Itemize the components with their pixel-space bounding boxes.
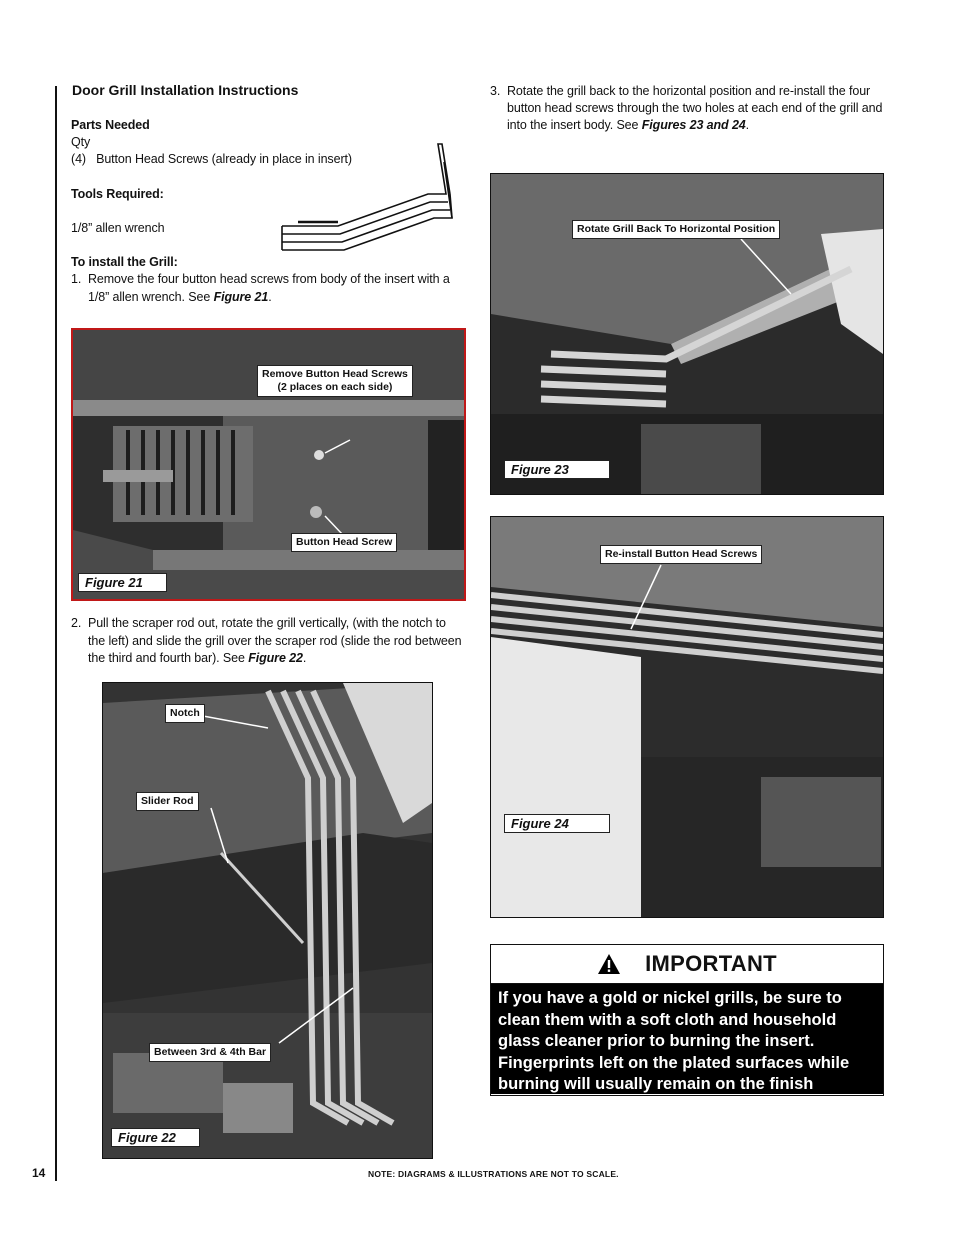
- step2-line1: 2. Pull the scraper rod out, rotate the grill vertically, (with the notch to: [71, 616, 446, 630]
- step1-text: 1/8” allen wrench. See: [88, 290, 214, 304]
- parts-line: (4) Button Head Screws (already in place in insert): [71, 152, 352, 166]
- figure24-photo: [490, 516, 884, 918]
- figure21-ref: Figure 21: [213, 290, 269, 304]
- grill-illustration: [278, 142, 468, 262]
- figure23-photo: [490, 173, 884, 495]
- figure24-label: Figure 24: [504, 814, 610, 833]
- step3-end: .: [745, 118, 750, 132]
- figure21-photo: [71, 328, 466, 601]
- page-number: 14: [32, 1166, 46, 1180]
- parts-heading: Parts Needed: [71, 118, 150, 132]
- step2-end: .: [302, 651, 307, 665]
- fig22-callout-slider: Slider Rod: [136, 792, 199, 811]
- install-heading: To install the Grill:: [71, 255, 178, 269]
- step1-line1: 1. Remove the four button head screws from body of the insert with a: [71, 272, 450, 286]
- fig22-callout-between: Between 3rd & 4th Bar: [149, 1043, 271, 1062]
- fig21-callout-remove: [257, 365, 413, 397]
- step2-line2: the left) and slide the grill over the scraper rod (slide the rod between: [88, 634, 462, 648]
- figure21-label: Figure 21: [78, 573, 167, 592]
- fig21-callout-line2: (2 places on each side): [277, 381, 393, 393]
- fig22-callout-notch: Notch: [165, 704, 205, 723]
- step3-line2: button head screws through the two holes at each end of the grill and: [507, 101, 883, 115]
- step3-line1: 3. Rotate the grill back to the horizontal position and re-install the four: [490, 84, 871, 98]
- fig21-callout-line1: Remove Button Head Screws: [262, 368, 408, 380]
- warning-triangle-icon: [597, 953, 621, 975]
- tools-heading: Tools Required:: [71, 187, 164, 201]
- figure22-ref: Figure 22: [248, 651, 303, 665]
- step3-line3: [507, 117, 749, 134]
- figure22-image: [103, 683, 432, 1158]
- figure22-photo: [102, 682, 433, 1159]
- step3-text: into the insert body. See: [507, 118, 642, 132]
- figure23-label: Figure 23: [504, 460, 610, 479]
- fig23-callout: Rotate Grill Back To Horizontal Position: [572, 220, 780, 239]
- scale-note: NOTE: DIAGRAMS & ILLUSTRATIONS ARE NOT TO SCALE.: [368, 1169, 619, 1179]
- fig21-callout-screw: Button Head Screw: [291, 533, 397, 552]
- important-body: If you have a gold or nickel grills, be sure to clean them with a soft cloth and household glass cleaner prior to burning the insert. Fingerprints left on the plated surfaces while burning will usually remain on the finish permanently.: [491, 984, 883, 1094]
- step2-line3: [88, 650, 306, 667]
- left-margin-rule: [55, 86, 57, 1181]
- important-header: [491, 945, 883, 984]
- step2-text: the third and fourth bar). See: [88, 651, 249, 665]
- important-title: IMPORTANT: [645, 951, 777, 976]
- step1-line2: [88, 289, 272, 306]
- qty-label: Qty: [71, 135, 91, 149]
- tools-line: 1/8” allen wrench: [71, 221, 165, 235]
- section-title: Door Grill Installation Instructions: [72, 82, 299, 98]
- figure22-label: Figure 22: [111, 1128, 200, 1147]
- figures23-24-ref: Figures 23 and 24: [641, 118, 746, 132]
- fig24-callout: Re-install Button Head Screws: [600, 545, 762, 564]
- figure24-image: [491, 517, 883, 917]
- step1-end: .: [268, 290, 272, 304]
- important-notice: [490, 944, 884, 1115]
